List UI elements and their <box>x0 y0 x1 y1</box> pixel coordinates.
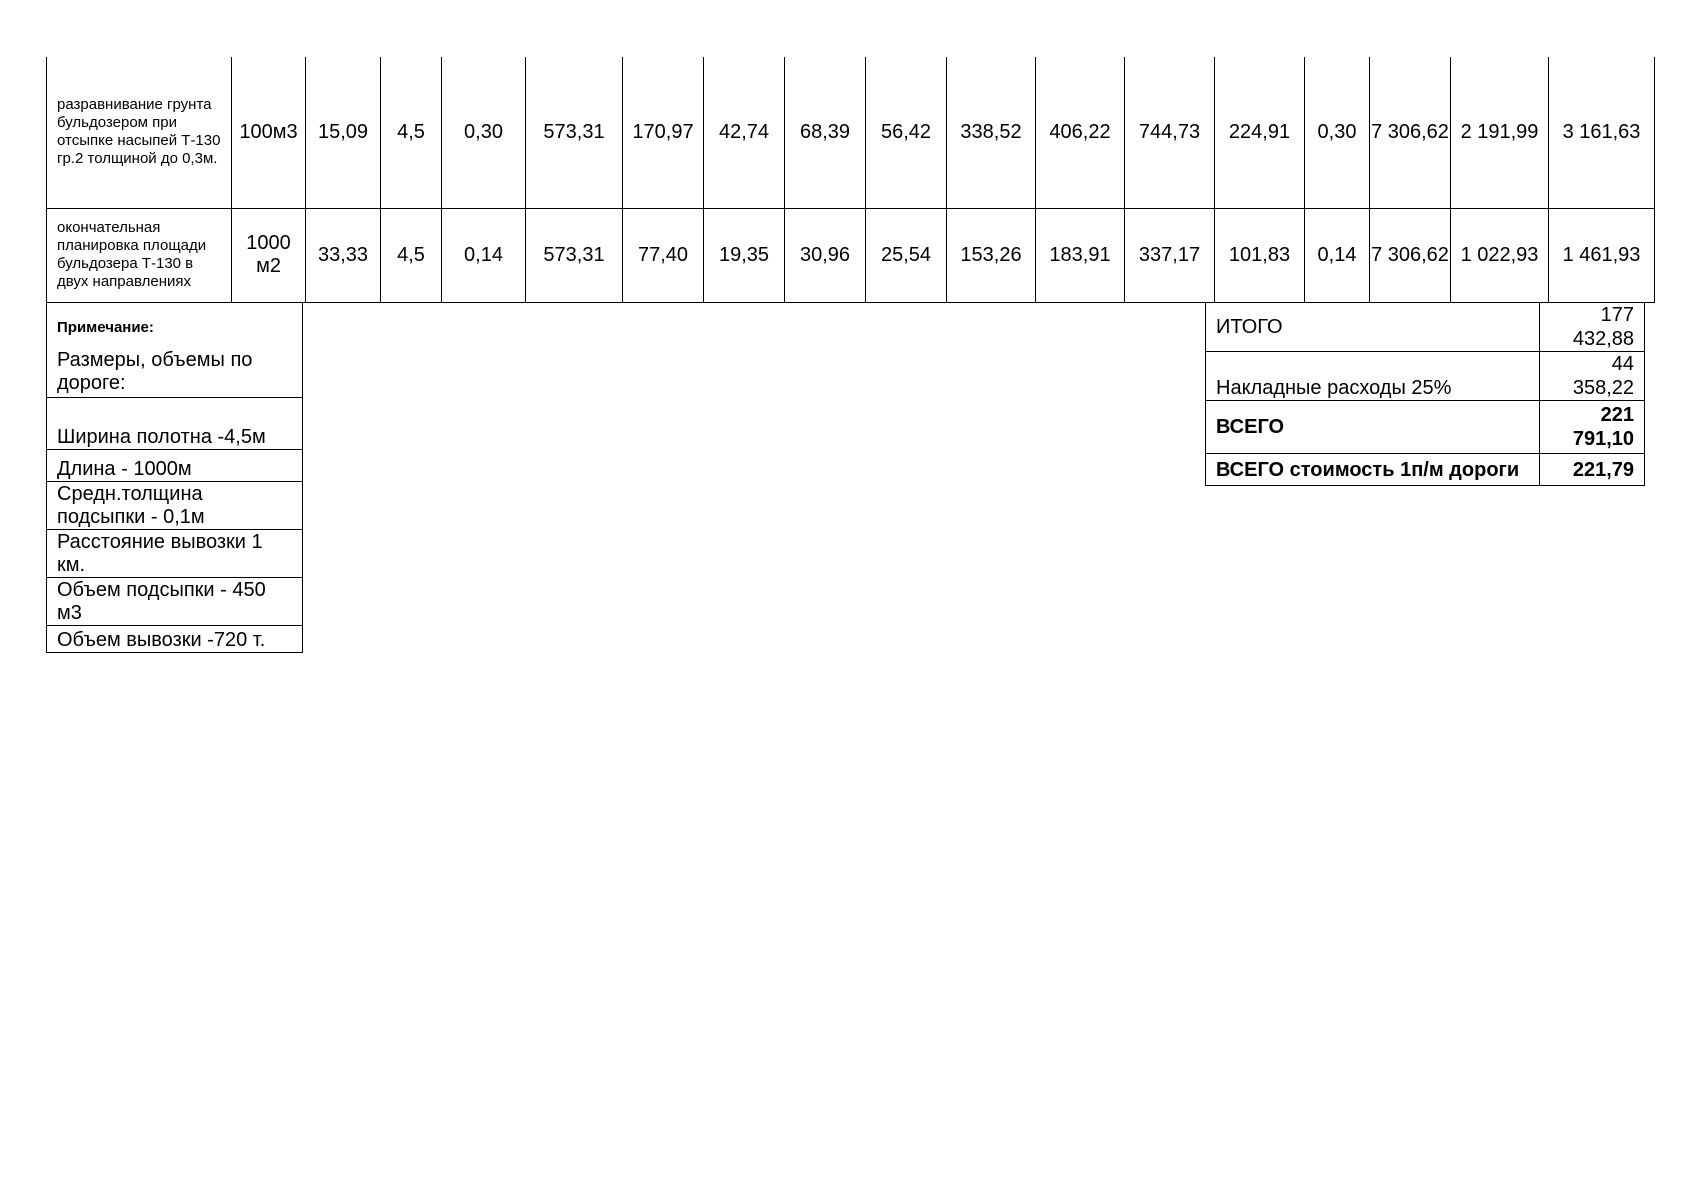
note-item: Длина - 1000м <box>46 450 303 482</box>
table-row <box>47 57 1655 208</box>
value-cell: 30,96 <box>785 208 866 302</box>
note-item: Объем вывозки -720 т. <box>46 626 303 653</box>
note-header <box>46 302 303 397</box>
note-title: Примечание: <box>57 319 154 336</box>
value-cell: 15,09 <box>306 57 381 208</box>
value-cell: 573,31 <box>526 57 623 208</box>
totals-value: 221 791,10 <box>1540 401 1645 454</box>
cost-estimate-table <box>46 57 1655 303</box>
value-cell: 33,33 <box>306 208 381 302</box>
note-item: Расстояние вывозки 1 км. <box>46 530 303 578</box>
value-cell: 224,91 <box>1215 57 1305 208</box>
totals-value: 177 432,88 <box>1540 303 1645 352</box>
note-intro: Размеры, объемы по дороге: <box>57 349 253 394</box>
value-cell: 573,31 <box>526 208 623 302</box>
totals-row <box>1206 401 1645 454</box>
note-item: Ширина полотна -4,5м <box>46 397 303 450</box>
totals-value: 221,79 <box>1540 454 1645 486</box>
value-cell: 0,30 <box>442 57 526 208</box>
note-item: Объем подсыпки - 450 м3 <box>46 578 303 626</box>
table-row <box>47 208 1655 302</box>
value-cell: 25,54 <box>866 208 947 302</box>
value-cell: 170,97 <box>623 57 704 208</box>
work-description-cell: окончательная планировка площади бульдозера Т-130 в двух направлениях <box>47 208 232 302</box>
totals-row <box>1206 454 1645 486</box>
value-cell: 4,5 <box>381 57 442 208</box>
value-cell: 3 161,63 <box>1549 57 1655 208</box>
totals-table <box>1205 302 1645 486</box>
value-cell: 1 022,93 <box>1451 208 1549 302</box>
totals-row <box>1206 352 1645 401</box>
value-cell: 4,5 <box>381 208 442 302</box>
value-cell: 0,30 <box>1305 57 1370 208</box>
value-cell: 183,91 <box>1036 208 1125 302</box>
totals-label: ВСЕГО <box>1206 401 1540 454</box>
value-cell: 56,42 <box>866 57 947 208</box>
value-cell: 2 191,99 <box>1451 57 1549 208</box>
value-cell: 153,26 <box>947 208 1036 302</box>
value-cell: 337,17 <box>1125 208 1215 302</box>
value-cell: 101,83 <box>1215 208 1305 302</box>
value-cell: 42,74 <box>704 57 785 208</box>
totals-label: ВСЕГО стоимость 1п/м дороги <box>1206 454 1540 486</box>
unit-cell: 100м3 <box>232 57 306 208</box>
value-cell: 406,22 <box>1036 57 1125 208</box>
value-cell: 338,52 <box>947 57 1036 208</box>
totals-label: ИТОГО <box>1206 303 1540 352</box>
work-description-cell: разравнивание грунта бульдозером при отсыпке насыпей Т-130 гр.2 толщиной до 0,3м. <box>47 57 232 208</box>
value-cell: 7 306,62 <box>1370 208 1451 302</box>
totals-value: 44 358,22 <box>1540 352 1645 401</box>
value-cell: 19,35 <box>704 208 785 302</box>
value-cell: 77,40 <box>623 208 704 302</box>
totals-label: Накладные расходы 25% <box>1206 352 1540 401</box>
unit-cell: 1000 м2 <box>232 208 306 302</box>
value-cell: 744,73 <box>1125 57 1215 208</box>
value-cell: 0,14 <box>442 208 526 302</box>
totals-row <box>1206 303 1645 352</box>
value-cell: 68,39 <box>785 57 866 208</box>
value-cell: 1 461,93 <box>1549 208 1655 302</box>
value-cell: 0,14 <box>1305 208 1370 302</box>
value-cell: 7 306,62 <box>1370 57 1451 208</box>
note-item: Средн.толщина подсыпки - 0,1м <box>46 482 303 530</box>
note-section <box>46 302 303 653</box>
